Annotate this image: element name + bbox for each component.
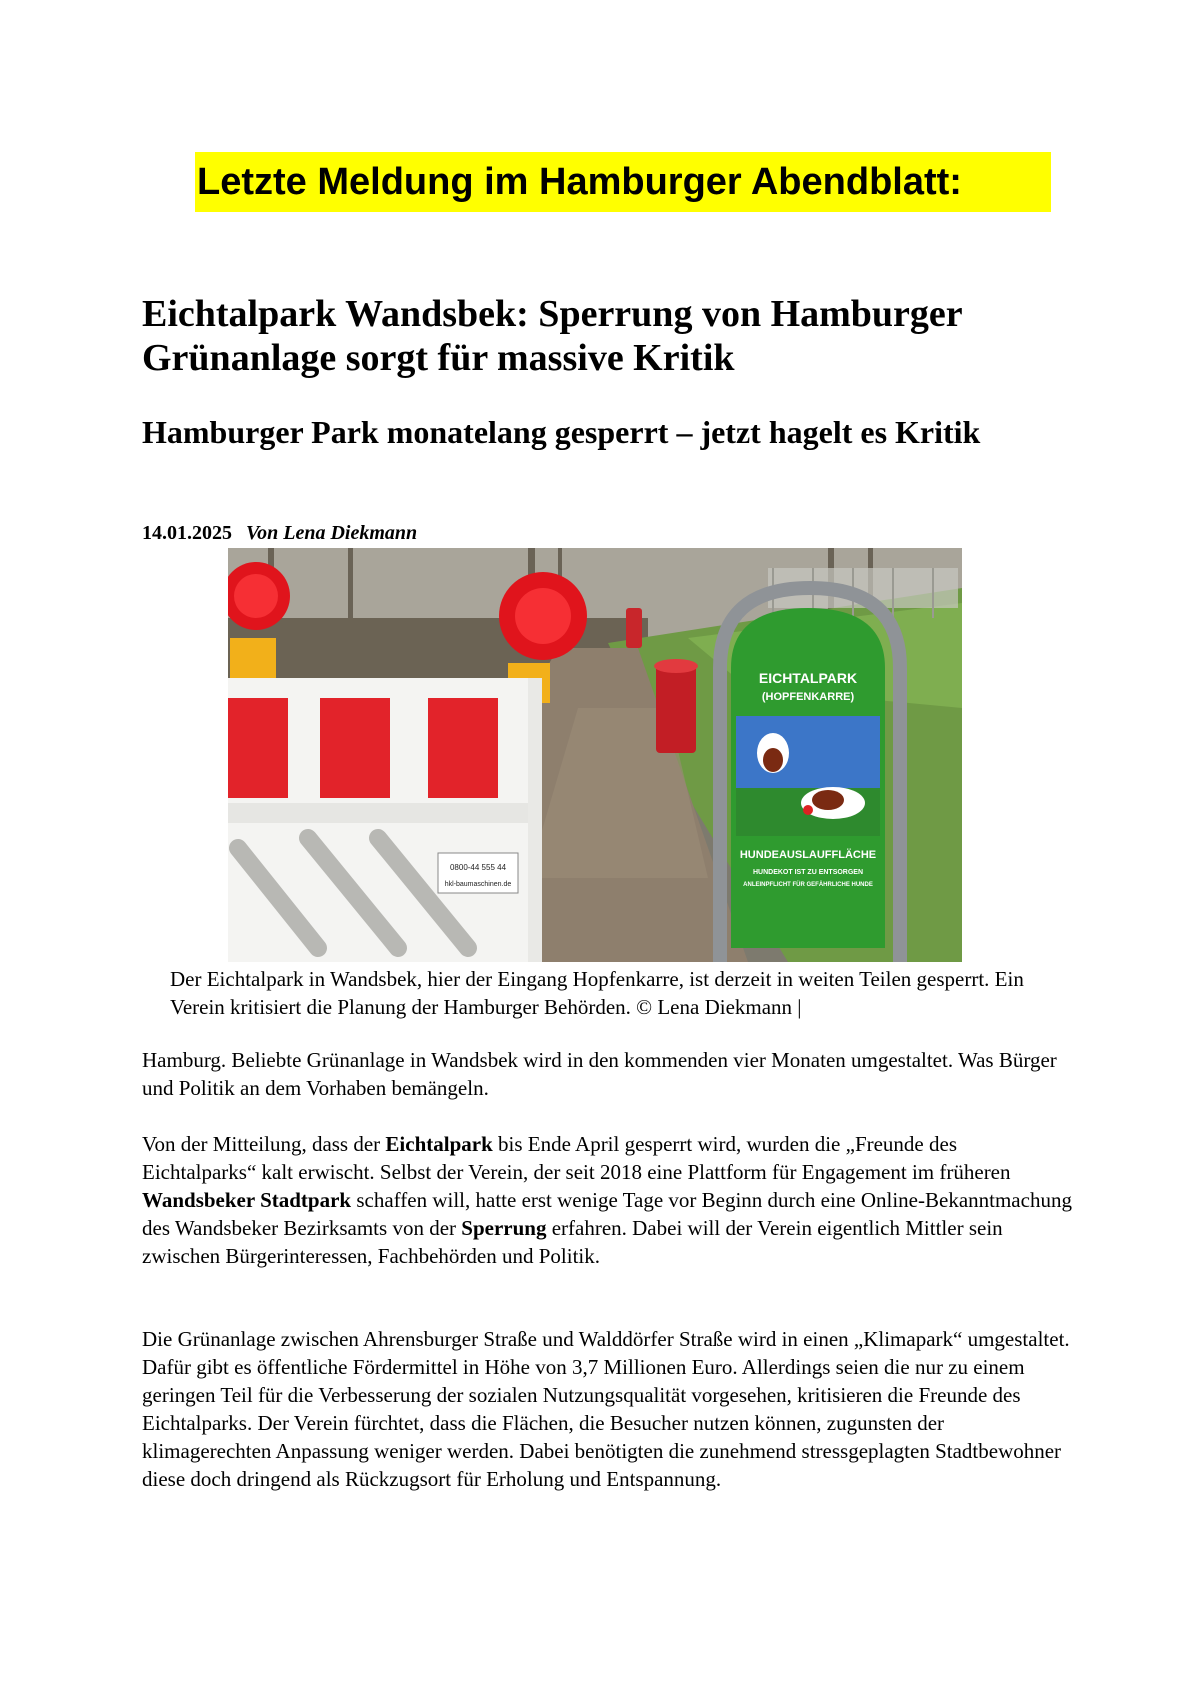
sign-rule-1: HUNDEKOT IST ZU ENTSORGEN <box>752 869 864 876</box>
article-date: 14.01.2025 <box>142 522 232 544</box>
photo-caption: Der Eichtalpark in Wandsbek, hier der Eingang Hopfenkarre, ist derzeit in weiten Teilen gesperrt. Ein Verein kritisiert die Planung der Hamburger Behörden. © Lena Diekmann | <box>170 967 1024 1019</box>
article-photo <box>228 548 962 962</box>
sticker-url: hkl-baumaschinen.de <box>444 881 512 888</box>
article-paragraph-2 <box>142 1130 1072 1270</box>
bold-term: Wandsbeker Stadtpark <box>142 1188 352 1212</box>
text-run: schaffen will, hatte erst wenige Tage vor Beginn durch eine Online-Bekanntmachung des Wandsbeker Bezirksamts von der <box>142 1188 1072 1240</box>
bold-term: Eichtalpark <box>385 1132 493 1156</box>
article-subtitle: Hamburger Park monatelang gesperrt – jetzt hagelt es Kritik <box>142 414 981 450</box>
bold-term: Sperrung <box>461 1216 547 1240</box>
text-run: Von der Mitteilung, dass der <box>142 1132 386 1156</box>
sign-dog-area: HUNDEAUSLAUFFLÄCHE <box>739 849 877 861</box>
article-author: Von Lena Diekmann <box>246 522 418 544</box>
article-lead: Hamburg. Beliebte Grünanlage in Wandsbek wird in den kommenden vier Monaten umgestaltet. Was Bürger und Politik an dem Vorhaben bemängeln. <box>142 1048 1057 1100</box>
sign-title: EICHTALPARK <box>758 670 858 686</box>
text-run: erfahren. Dabei will der Verein eigentlich Mittler sein zwischen Bürgerinteressen, Fachbehörden und Politik. <box>142 1216 1003 1268</box>
breaking-news-banner: Letzte Meldung im Hamburger Abendblatt: <box>195 152 1051 212</box>
sticker-phone: 0800-44 555 44 <box>449 863 507 872</box>
sign-subtitle: (HOPFENKARRE) <box>761 691 855 703</box>
text-run: bis Ende April gesperrt wird, wurden die „Freunde des Eichtalparks“ kalt erwischt. Selbst der Verein, der seit 2018 eine Plattform für Engagement im früheren <box>142 1132 1011 1184</box>
article-meta <box>142 522 417 545</box>
article-title: Eichtalpark Wandsbek: Sperrung von Hamburger Grünanlage sorgt für massive Kritik <box>142 293 962 379</box>
sign-rule-2: ANLEINPFLICHT FÜR GEFÄHRLICHE HUNDE <box>743 882 873 888</box>
park-entrance-photo <box>228 548 962 962</box>
article-paragraph-3: Die Grünanlage zwischen Ahrensburger Straße und Walddörfer Straße wird in einen „Klimapark“ umgestaltet. Dafür gibt es öffentliche Fördermittel in Höhe von 3,7 Millionen Euro. Allerdings seien die nur zu einem geringen Teil für die Verbesserung der sozialen Nutzungsqualität vorgesehen, kritisieren die Freunde des Eichtalparks. Der Verein fürchtet, dass die Flächen, die Besucher nutzen können, zugunsten der klimagerechten Anpassung weniger werden. Dabei benötigten die zunehmend stressgeplagten Stadtbewohner diese doch dringend als Rückzugsort für Erholung und Entspannung. <box>142 1327 1070 1491</box>
